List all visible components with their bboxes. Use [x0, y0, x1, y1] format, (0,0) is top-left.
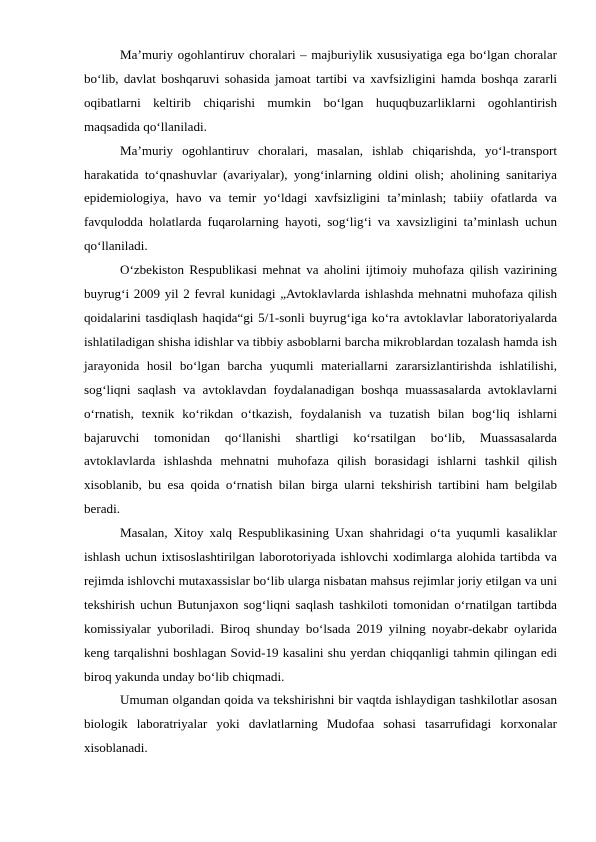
paragraph-2: Ma’muriy ogohlantiruv choralari, masalan, ishlab chiqarishda, yo‘l-transport harakatida to‘qnashuvlar (avariyalar), yong‘inlarning oldini olish; aholining sanitariya epidemiologiya, havo va temir yo‘ldagi xavfsizligini ta’minlash; tabiiy ofatlarda va favqulodda holatlarda fuqarolarning hayoti, sog‘lig‘i va xavsizligini ta’minlash uchun qo‘llaniladi.	[84, 142, 557, 254]
paragraph-1: Ma’muriy ogohlantiruv choralari – majburiylik xususiyatiga ega bo‘lgan choralar bo‘lib, davlat boshqaruvi sohasida jamoat tartibi va xavfsizligini hamda boshqa zararli oqibatlarni keltirib chiqarishi mumkin bo‘lgan huquqbuzarliklarni ogohlantirish maqsadida qo‘llaniladi.	[84, 47, 557, 134]
paragraph-3: O‘zbekiston Respublikasi mehnat va aholini ijtimoiy muhofaza qilish vazirining buyrug‘i 2009 yil 2 fevral kunidagi „Avtoklavlarda ishlashda mehnatni muhofaza qilish qoidalarini tasdiqlash haqida“gi 5/1-sonli buyrug‘iga ko‘ra avtoklavlar laboratoriyalarda ishlatiladigan shisha idishlar va tibbiy asboblarni barcha mikroblardan tozalash hamda ish jarayonida hosil bo‘lgan barcha yuqumli materiallarni zararsizlantirishda ishlatilishi, sog‘liqni saqlash va avtoklavdan foydalanadigan boshqa muassasalarda avtoklavlarni o‘rnatish, texnik ko‘rikdan o‘tkazish, foydalanish va tuzatish bilan bog‘liq ishlarni bajaruvchi tomonidan qo‘llanishi shartligi ko‘rsatilgan bo‘lib, Muassasalarda avtoklavlarda ishlashda mehnatni muhofaza qilish borasidagi ishlarni tashkil qilish xisoblanib, bu esa qoida o‘rnatish bilan birga ularni tekshirish tartibini ham belgilab beradi.	[84, 262, 557, 517]
paragraph-5: Umuman olgandan qoida va tekshirishni bir vaqtda ishlaydigan tashkilotlar asosan biologik laboratriyalar yoki davlatlarning Mudofaa sohasi tasarrufidagi korxonalar xisoblanadi.	[84, 692, 557, 756]
paragraph-4: Masalan, Xitoy xalq Respublikasining Uxan shahridagi o‘ta yuqumli kasaliklar ishlash uchun ixtisoslashtirilgan laborotoriyada ishlovchi xodimlarga alohida tartibda va rejimda ishlovchi mutaxassislar bo‘lib ularga nisbatan mahsus rejimlar joriy etilgan va uni tekshirish uchun Butunjaxon sog‘liqni saqlash tashkiloti tomonidan o‘rnatilgan tartibda komissiyalar yuboriladi. Biroq shunday bo‘lsada 2019 yilning noyabr-dekabr oylarida keng tarqalishni boshlagan Sovid-19 kasalini shu yerdan chiqqanligi tahmin qilingan edi biroq yakunda unday bo‘lib chiqmadi.	[84, 525, 557, 684]
document-page	[84, 43, 557, 760]
